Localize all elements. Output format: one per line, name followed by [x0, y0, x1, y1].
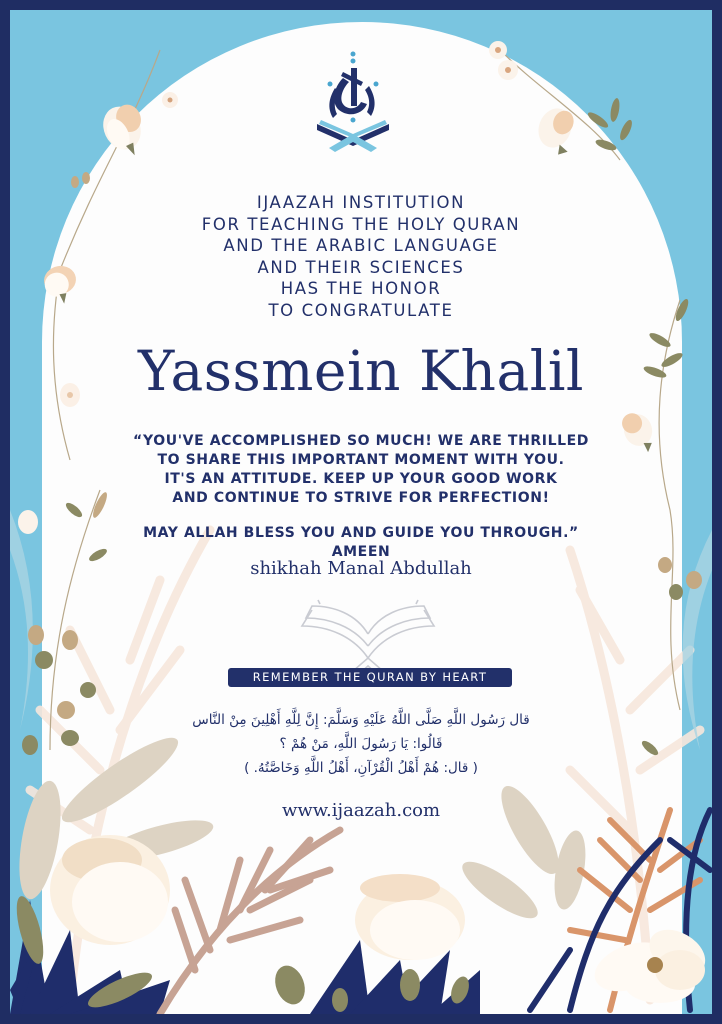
hadith-line: ( قال: هُمْ أَهْلُ الْقُرْآنِ، أَهْلُ اللَّهِ وَخَاصَّتُهُ. ) — [244, 760, 478, 776]
message-line: TO SHARE THIS IMPORTANT MOMENT WITH YOU. — [157, 452, 565, 468]
ijaazah-logo-icon — [313, 48, 393, 153]
hadith-text — [0, 708, 722, 780]
website-link[interactable]: www.ijaazah.com — [281, 800, 441, 821]
signatory-name: shikhah Manal Abdullah — [250, 558, 472, 579]
message-line: “YOU'VE ACCOMPLISHED SO MUCH! WE ARE THRILLED — [132, 433, 590, 449]
congratulation-message — [0, 432, 722, 562]
institution-line: FOR TEACHING THE HOLY QURAN — [201, 214, 521, 234]
remember-quran-banner: REMEMBER THE QURAN BY HEART — [228, 668, 512, 687]
institution-line: AND THEIR SCIENCES — [257, 257, 465, 277]
hadith-line: قال رَسُول اللَّهِ صَلَّى اللَّهُ عَلَيْهِ وَسَلَّمَ: إِنَّ لِلَّهِ أَهْلِينَ مِنْ النَّاس — [192, 712, 530, 728]
message-line: AND CONTINUE TO STRIVE FOR PERFECTION! — [172, 490, 550, 506]
hadith-line: قَالُوا: يَا رَسُولَ اللَّهِ، مَنْ هُمْ ؟ — [279, 736, 443, 752]
institution-line: TO CONGRATULATE — [268, 300, 454, 320]
institution-line: IJAAZAH INSTITUTION — [256, 193, 466, 212]
recipient-name: Yassmein Khalil — [137, 339, 585, 403]
institution-line: AND THE ARABIC LANGUAGE — [223, 236, 499, 255]
spacer — [0, 508, 722, 524]
ameen-line: AMEEN — [331, 544, 391, 560]
institution-line: HAS THE HONOR — [280, 279, 442, 298]
message-line: IT'S AN ATTITUDE. KEEP UP YOUR GOOD WORK — [164, 471, 558, 487]
blessing-line: MAY ALLAH BLESS YOU AND GUIDE YOU THROUGH.” — [143, 525, 579, 541]
institution-statement — [0, 192, 722, 321]
